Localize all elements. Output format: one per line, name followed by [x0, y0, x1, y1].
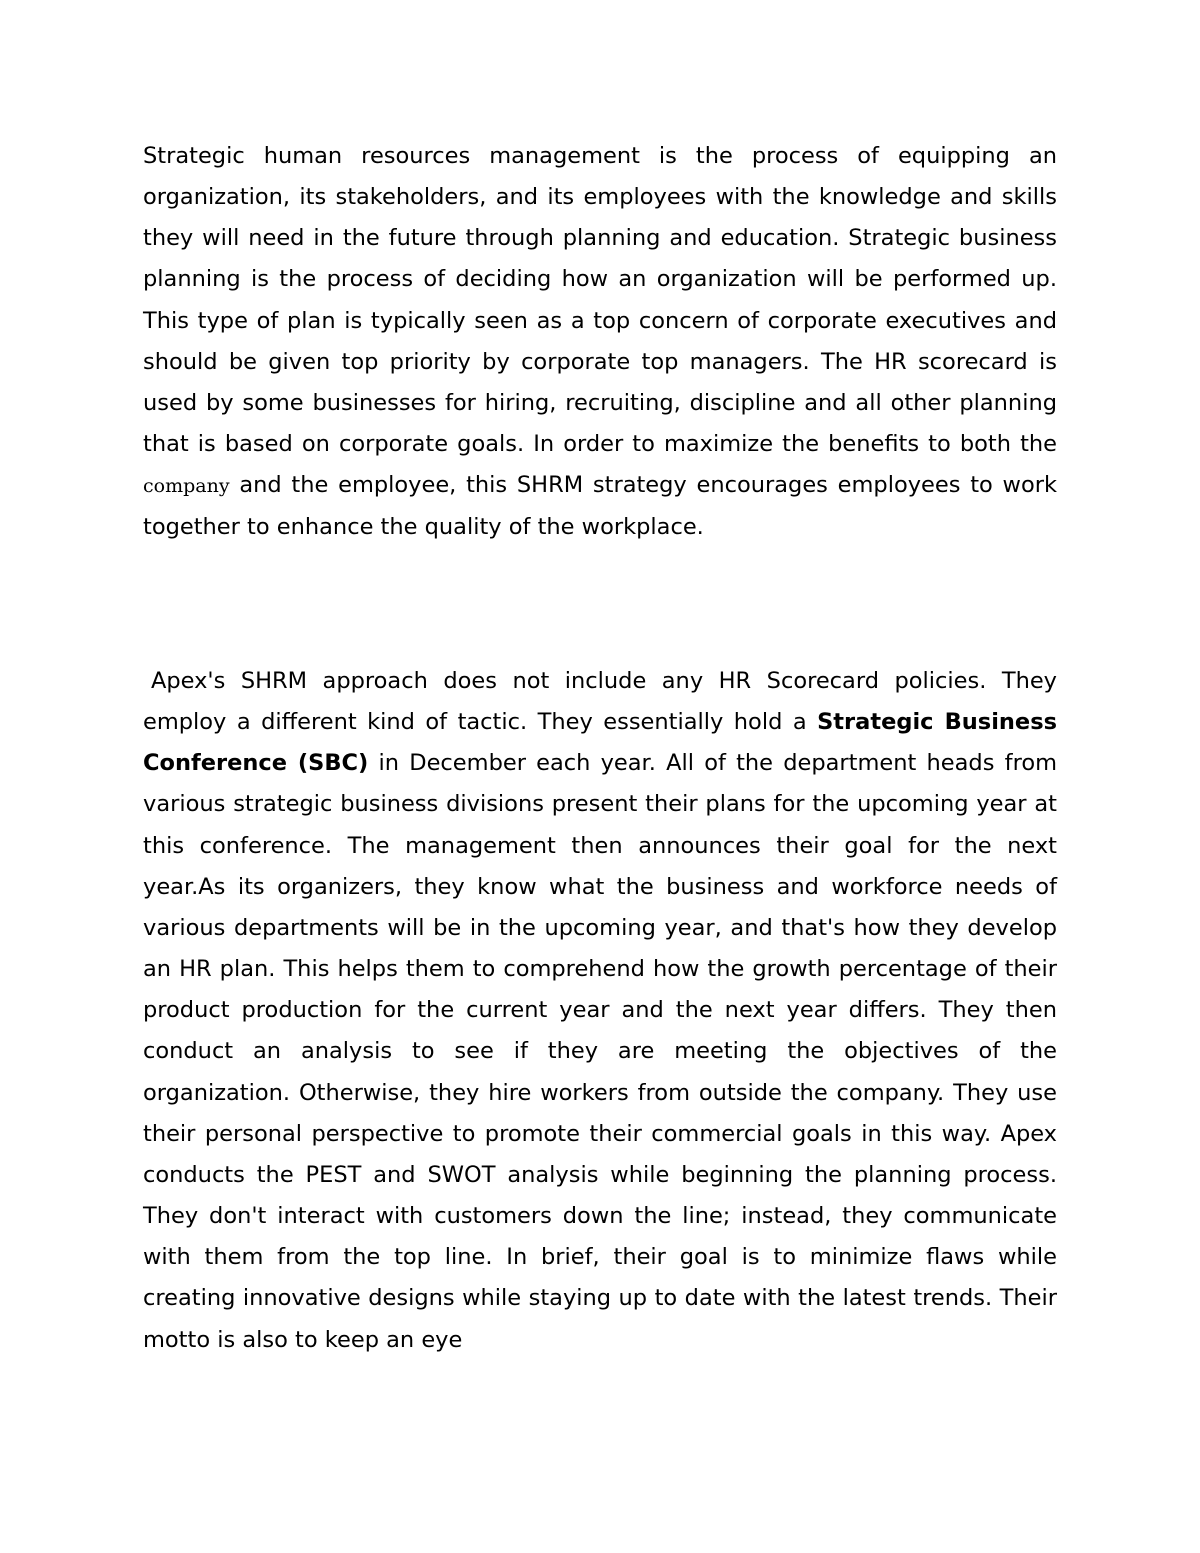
paragraph-1-serif-word: company — [143, 475, 230, 498]
paragraph-1-text-end: and the employee, this SHRM strategy encourages employees to work together to enhance the quality of the workplace. — [143, 472, 1057, 541]
paragraph-2-bold-term: Strategic Business Conference (SBC) — [143, 709, 1057, 777]
paragraph-apex-approach — [143, 661, 1057, 1361]
paragraph-2-text-start: Apex's SHRM approach does not include any HR Scorecard policies. They employ a different kind of tactic. They essentially hold a — [143, 668, 1057, 736]
paragraph-shrm-definition — [143, 136, 1057, 549]
paragraph-1-text-start: Strategic human resources management is the process of equipping an organization, its stakeholders, and its employees with the knowledge and skills they will need in the future through planning and education. Strategic business planning is the process of deciding how an organization will be performed up. This type of plan is typically seen as a top concern of corporate executives and should be given top priority by corporate top managers. The HR scorecard is used by some businesses for hiring, recruiting, discipline and all other planning that is based on corporate goals. In order to maximize the benefits to both the — [143, 143, 1057, 458]
paragraph-2-text-end: in December each year. All of the department heads from various strategic business divisions present their plans for the upcoming year at this conference. The management then announces their goal for the next year.As its organizers, they know what the business and workforce needs of various departments will be in the upcoming year, and that's how they develop an HR plan. This helps them to comprehend how the growth percentage of their product production for the current year and the next year differs. They then conduct an analysis to see if they are meeting the objectives of the organization. Otherwise, they hire workers from outside the company. They use their personal perspective to promote their commercial goals in this way. Apex conducts the PEST and SWOT analysis while beginning the planning process. They don't interact with customers down the line; instead, they communicate with them from the top line. In brief, their goal is to minimize flaws while creating innovative designs while staying up to date with the latest trends. Their motto is also to keep an eye — [143, 750, 1058, 1353]
